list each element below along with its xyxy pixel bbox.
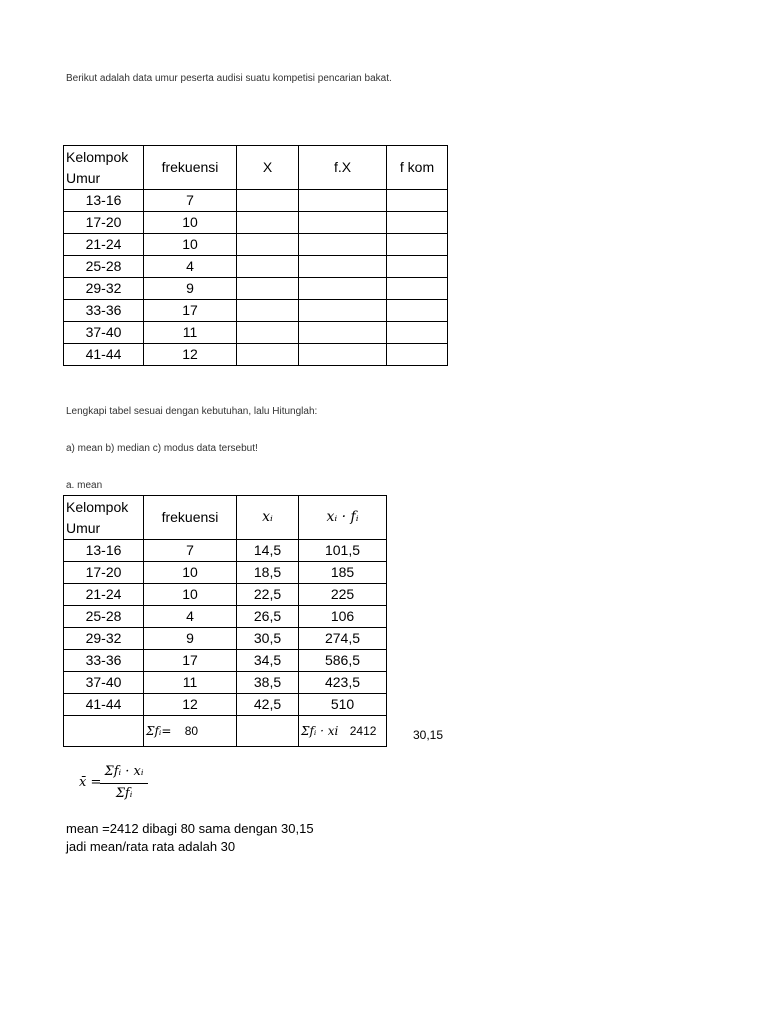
xf-cell: 510 xyxy=(299,694,387,716)
freq-cell: 7 xyxy=(144,190,237,212)
xf-cell: 586,5 xyxy=(299,650,387,672)
question-text: a) mean b) median c) modus data tersebut! xyxy=(66,443,258,454)
freq-cell: 10 xyxy=(144,584,237,606)
group-cell: 13-16 xyxy=(64,190,144,212)
freq-cell: 11 xyxy=(144,322,237,344)
header-cell: frekuensi xyxy=(144,146,237,190)
freq-cell: 9 xyxy=(144,278,237,300)
sum-xf-cell xyxy=(299,716,387,747)
header-cell: X xyxy=(237,146,299,190)
group-cell: 17-20 xyxy=(64,562,144,584)
conclusion-line-1: mean =2412 dibagi 80 sama dengan 30,15 xyxy=(66,821,314,836)
group-cell: 25-28 xyxy=(64,256,144,278)
table-row xyxy=(64,562,387,584)
group-cell: 29-32 xyxy=(64,278,144,300)
x-cell: 26,5 xyxy=(237,606,299,628)
group-cell: 21-24 xyxy=(64,584,144,606)
formula-denominator: Σfᵢ xyxy=(115,786,133,801)
freq-cell: 7 xyxy=(144,540,237,562)
freq-cell: 12 xyxy=(144,694,237,716)
x-cell: 34,5 xyxy=(237,650,299,672)
header-cell: Kelompok Umur xyxy=(64,146,144,190)
freq-cell: 10 xyxy=(144,212,237,234)
group-cell: 13-16 xyxy=(64,540,144,562)
freq-cell: 10 xyxy=(144,562,237,584)
frequency-table-empty xyxy=(63,145,448,366)
x-cell: 42,5 xyxy=(237,694,299,716)
section-heading: a. mean xyxy=(66,480,103,491)
sum-xf-value: 2412 xyxy=(349,723,377,738)
table-row xyxy=(64,234,448,256)
group-cell: 37-40 xyxy=(64,322,144,344)
freq-cell: 4 xyxy=(144,606,237,628)
table-header-row xyxy=(64,146,448,190)
conclusion-line-2: jadi mean/rata rata adalah 30 xyxy=(66,839,236,854)
group-cell: 33-36 xyxy=(64,650,144,672)
header-cell: xᵢ · fᵢ xyxy=(299,496,387,540)
group-cell: 25-28 xyxy=(64,606,144,628)
xf-cell: 423,5 xyxy=(299,672,387,694)
x-cell: 14,5 xyxy=(237,540,299,562)
mean-formula-fraction xyxy=(100,764,148,806)
group-cell: 21-24 xyxy=(64,234,144,256)
table-row xyxy=(64,584,387,606)
x-cell: 38,5 xyxy=(237,672,299,694)
group-cell: 17-20 xyxy=(64,212,144,234)
table-header-row xyxy=(64,496,387,540)
freq-cell: 4 xyxy=(144,256,237,278)
sum-row xyxy=(64,716,387,747)
freq-cell: 9 xyxy=(144,628,237,650)
group-cell: 37-40 xyxy=(64,672,144,694)
table-row xyxy=(64,540,387,562)
header-cell: Kelompok Umur xyxy=(64,496,144,540)
group-cell: 41-44 xyxy=(64,344,144,366)
table-row xyxy=(64,278,448,300)
x-cell: 18,5 xyxy=(237,562,299,584)
freq-cell: 17 xyxy=(144,300,237,322)
freq-cell: 17 xyxy=(144,650,237,672)
sum-f-value: 80 xyxy=(184,723,199,738)
freq-cell: 10 xyxy=(144,234,237,256)
xf-cell: 185 xyxy=(299,562,387,584)
group-cell: 33-36 xyxy=(64,300,144,322)
header-cell: frekuensi xyxy=(144,496,237,540)
table-row xyxy=(64,694,387,716)
header-cell: f kom xyxy=(387,146,448,190)
formula-numerator: Σfᵢ · xᵢ xyxy=(104,764,144,779)
table-row xyxy=(64,300,448,322)
sum-f-cell xyxy=(144,716,237,747)
formula-lhs: x̄ = xyxy=(79,775,102,790)
table-row xyxy=(64,628,387,650)
x-cell: 30,5 xyxy=(237,628,299,650)
xf-cell: 101,5 xyxy=(299,540,387,562)
table-row xyxy=(64,672,387,694)
xf-cell: 225 xyxy=(299,584,387,606)
table-row xyxy=(64,344,448,366)
group-cell: 41-44 xyxy=(64,694,144,716)
table-row xyxy=(64,190,448,212)
freq-cell: 11 xyxy=(144,672,237,694)
fraction-bar xyxy=(100,783,148,784)
xf-cell: 106 xyxy=(299,606,387,628)
freq-cell: 12 xyxy=(144,344,237,366)
table-row xyxy=(64,322,448,344)
table-row xyxy=(64,606,387,628)
intro-text: Berikut adalah data umur peserta audisi suatu kompetisi pencarian bakat. xyxy=(66,73,392,84)
sum-f-label: Σfᵢ= xyxy=(146,723,172,738)
sum-xf-label: Σfᵢ · xi xyxy=(301,723,339,738)
header-cell: xᵢ xyxy=(237,496,299,540)
instruction-text: Lengkapi tabel sesuai dengan kebutuhan, lalu Hitunglah: xyxy=(66,406,318,417)
xf-cell: 274,5 xyxy=(299,628,387,650)
table-row xyxy=(64,650,387,672)
table-row xyxy=(64,212,448,234)
mean-result: 30,15 xyxy=(413,728,444,742)
group-cell: 29-32 xyxy=(64,628,144,650)
mean-table xyxy=(63,495,387,747)
table-row xyxy=(64,256,448,278)
x-cell: 22,5 xyxy=(237,584,299,606)
header-cell: f.X xyxy=(299,146,387,190)
